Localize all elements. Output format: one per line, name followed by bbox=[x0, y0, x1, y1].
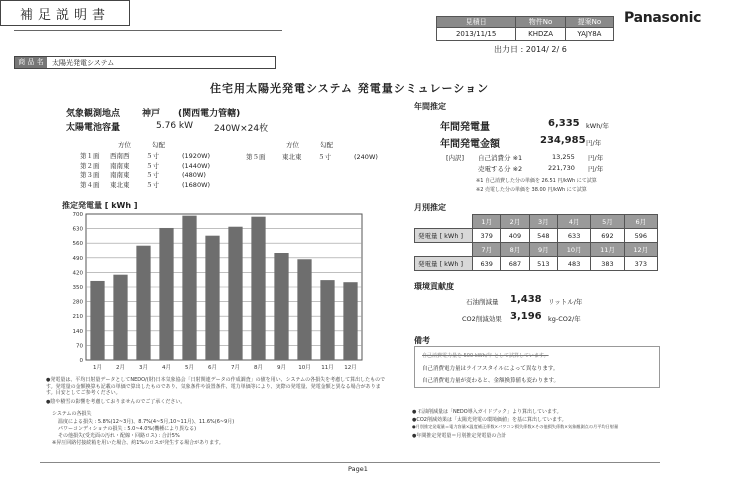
remark-line-3: 自己消費電力量が変わると、金額換算値も変わります。 bbox=[422, 378, 560, 384]
annual-gen-value: 6,335 bbox=[548, 118, 580, 129]
bar bbox=[320, 280, 334, 360]
oil-unit: リットル/年 bbox=[548, 298, 583, 306]
sell-unit: 円/年 bbox=[588, 165, 604, 173]
annual-section-title: 年間推定 bbox=[414, 102, 446, 111]
month-value: 409 bbox=[501, 229, 529, 243]
y-tick-label: 630 bbox=[72, 226, 83, 233]
x-tick-label: 6月 bbox=[208, 365, 217, 371]
month-value: 639 bbox=[473, 257, 501, 271]
loss-line-4: ※昇圧回路付接続箱を用いた場合、約1%のロスが発生する場合があります。 bbox=[52, 440, 224, 446]
month-value: 383 bbox=[591, 257, 624, 271]
x-tick-label: 12月 bbox=[344, 365, 357, 371]
month-value: 548 bbox=[529, 229, 557, 243]
month-value: 692 bbox=[591, 229, 624, 243]
proposal-no: YAJY8A bbox=[565, 28, 613, 41]
unit-price-note-2: ※2 売電した分の単価を 38.00 円/kWh にて試算 bbox=[476, 187, 587, 193]
oil-label: 石油削減量 bbox=[466, 298, 499, 306]
month-header: 3月 bbox=[529, 215, 557, 229]
loss-title: システムの各損失 bbox=[52, 411, 92, 417]
co2-label: CO2削減効果 bbox=[462, 315, 502, 323]
loss-line-1: 温度による損失 : 5.8%(12~3月)、8.7%(4~5月,10~11月)、11.6%(6~9月) bbox=[58, 419, 235, 425]
face-row-5: 第５面 東北東 ５寸 (240W) bbox=[246, 153, 378, 161]
month-header: 9月 bbox=[529, 243, 557, 257]
proposal-no-label: 提案No bbox=[565, 17, 613, 28]
bar bbox=[228, 227, 242, 360]
chart-title: 推定発電量 [ kWh ] bbox=[62, 201, 138, 210]
property-no-label: 物件No bbox=[516, 17, 566, 28]
header-info-table bbox=[436, 16, 614, 41]
month-header: 11月 bbox=[591, 243, 624, 257]
month-value: 596 bbox=[624, 229, 657, 243]
station-region: (関西電力管轄) bbox=[178, 109, 241, 119]
self-consumption-unit: 円/年 bbox=[588, 154, 604, 162]
month-header: 10月 bbox=[557, 243, 590, 257]
faces-list bbox=[80, 152, 210, 190]
oil-value: 1,438 bbox=[510, 294, 542, 305]
y-tick-label: 700 bbox=[72, 212, 83, 218]
sell-label: 売電する分 ※2 bbox=[478, 165, 523, 173]
bar bbox=[113, 275, 127, 360]
month-value: 513 bbox=[529, 257, 557, 271]
y-tick-label: 420 bbox=[72, 270, 83, 277]
month-value: 687 bbox=[501, 257, 529, 271]
x-tick-label: 3月 bbox=[139, 365, 148, 371]
x-tick-label: 4月 bbox=[162, 365, 171, 371]
monthly-row-label: 発電量 [ kWh ] bbox=[415, 257, 473, 271]
month-header: 7月 bbox=[473, 243, 501, 257]
y-tick-label: 210 bbox=[72, 314, 83, 321]
note-monthly-formula: ●月別推定発電量＝電力容量×温度補正係数×パワコン損失係数×その他損失係数×気象観測点の月平均日射量 bbox=[412, 424, 619, 429]
capacity-label: 太陽電池容量 bbox=[66, 123, 121, 133]
face-row: 第２面 南南東 ５寸 (1440W) bbox=[80, 161, 211, 170]
note-generation-basis: ●発電量は、平均日射量データとしてNEDO/(財)日本気象協会「日射関連データの作成調査」の値を用い、システムの各損失を考慮して算出したものです。発電量の金額換算も記載の単価で算出したものであり、気象条件や設置条件、電力単価等により、実際の発電量、発電金額と異なる場合があります。目安としてご参考ください。 bbox=[46, 377, 386, 396]
face-row: 第４面 東北東 ５寸 (1680W) bbox=[80, 180, 211, 189]
remark-line-2: 自己消費電力量はライフスタイルによって異なります。 bbox=[422, 366, 559, 372]
y-tick-label: 0 bbox=[79, 358, 83, 364]
bar bbox=[182, 216, 196, 360]
y-tick-label: 350 bbox=[72, 285, 83, 291]
note-shade: ●陰や積雪の影響を考慮しておりませんのでご了承ください。 bbox=[46, 399, 186, 405]
month-value: 373 bbox=[624, 257, 657, 271]
bar bbox=[343, 282, 357, 360]
main-title: 住宅用太陽光発電システム 発電量シミュレーション bbox=[210, 82, 490, 95]
product-value: 太陽光発電システム bbox=[52, 59, 115, 67]
x-tick-label: 8月 bbox=[254, 365, 263, 371]
sell-value: 221,730 bbox=[548, 164, 575, 172]
x-tick-label: 5月 bbox=[185, 365, 194, 371]
slope-header: 勾配 bbox=[152, 141, 165, 149]
unit-price-note-1: ※1 自己消費した分の単価を 26.51 円/kWh にて試算 bbox=[476, 178, 597, 184]
y-tick-label: 280 bbox=[72, 299, 83, 306]
x-tick-label: 9月 bbox=[277, 365, 286, 371]
bar bbox=[136, 246, 150, 360]
estimate-date: 2013/11/15 bbox=[437, 28, 516, 41]
co2-value: 3,196 bbox=[510, 311, 542, 322]
month-value: 483 bbox=[557, 257, 590, 271]
annual-amount-label: 年間発電金額 bbox=[440, 139, 500, 150]
monthly-section-title: 月別推定 bbox=[414, 203, 446, 212]
self-consumption-value: 13,255 bbox=[552, 153, 575, 161]
y-tick-label: 140 bbox=[72, 328, 83, 335]
document-title: 補足説明書 bbox=[0, 0, 130, 26]
month-header: 1月 bbox=[473, 215, 501, 229]
co2-unit: kg-CO2/年 bbox=[548, 315, 581, 323]
page-number: Page1 bbox=[348, 465, 368, 473]
self-consumption-label: 自己消費分 ※1 bbox=[478, 154, 523, 162]
face-row: 第３面 南南東 ５寸 (480W) bbox=[80, 171, 206, 179]
breakdown-label: [内訳] bbox=[446, 154, 465, 162]
note-co2: ●CO2削減効果は「太陽光発電の環境価値」を基に算出しています。 bbox=[412, 417, 567, 423]
footer-line bbox=[40, 462, 660, 463]
annual-amount-unit: 円/年 bbox=[586, 139, 602, 147]
month-value: 379 bbox=[473, 229, 501, 243]
month-header: 5月 bbox=[591, 215, 624, 229]
bar bbox=[251, 217, 265, 360]
month-header: 2月 bbox=[501, 215, 529, 229]
y-tick-label: 70 bbox=[76, 343, 83, 350]
monthly-row-label: 発電量 [ kWh ] bbox=[415, 229, 473, 243]
y-tick-label: 490 bbox=[72, 255, 83, 262]
env-section-title: 環境貢献度 bbox=[414, 282, 454, 291]
month-header: 8月 bbox=[501, 243, 529, 257]
bar bbox=[274, 253, 288, 360]
property-no: KHDZA bbox=[516, 28, 566, 41]
output-date: 出力日 : 2014/ 2/ 6 bbox=[494, 45, 567, 54]
product-label: 商 品 名 bbox=[15, 57, 47, 68]
month-header: 12月 bbox=[624, 243, 657, 257]
bar bbox=[205, 236, 219, 360]
capacity-value: 5.76 kW bbox=[156, 121, 194, 131]
x-tick-label: 2月 bbox=[116, 365, 125, 371]
bar bbox=[90, 281, 104, 360]
x-tick-label: 10月 bbox=[298, 365, 311, 371]
bar bbox=[297, 259, 311, 360]
station-label: 気象観測地点 bbox=[66, 109, 121, 119]
annual-gen-label: 年間発電量 bbox=[440, 122, 490, 133]
monthly-table bbox=[414, 214, 658, 271]
generation-chart bbox=[62, 210, 372, 376]
face-row: 第１面 西南西 ５寸 (1920W) bbox=[80, 152, 211, 160]
dir-header-2: 方位 bbox=[286, 141, 299, 149]
note-annual-formula: ●年間推定発電量＝月別推定発電量の合計 bbox=[412, 433, 507, 439]
header-line bbox=[14, 30, 282, 31]
loss-line-2: パワーコンディショナの損失 : 5.0~4.0%(機種により異なる) bbox=[58, 426, 197, 432]
month-header: 6月 bbox=[624, 215, 657, 229]
remark-line-1: 自己消費電力量を 500 kWh/年 として試算しています。 bbox=[422, 353, 549, 359]
dir-header: 方位 bbox=[118, 141, 131, 149]
month-value: 633 bbox=[557, 229, 590, 243]
remarks-title: 備考 bbox=[414, 336, 430, 345]
month-header: 4月 bbox=[557, 215, 590, 229]
brand-logo: Panasonic bbox=[624, 10, 702, 26]
estimate-date-label: 見積日 bbox=[437, 17, 516, 28]
capacity-detail: 240W×24枚 bbox=[214, 124, 269, 134]
slope-header-2: 勾配 bbox=[320, 141, 333, 149]
x-tick-label: 1月 bbox=[93, 365, 102, 371]
bar bbox=[159, 228, 173, 360]
y-tick-label: 560 bbox=[72, 241, 83, 248]
station-city: 神戸 bbox=[142, 109, 161, 119]
annual-gen-unit: kWh/年 bbox=[586, 122, 610, 130]
note-oil: ● 石油削減量は「NEDO導入ガイドブック」より算出しています。 bbox=[412, 409, 562, 415]
loss-line-3: その他損失(受光面の汚れ・配線・回路ロス) : 合計5% bbox=[58, 433, 180, 439]
x-tick-label: 7月 bbox=[231, 365, 240, 371]
x-tick-label: 11月 bbox=[321, 365, 334, 371]
annual-amount-value: 234,985 bbox=[540, 135, 586, 146]
